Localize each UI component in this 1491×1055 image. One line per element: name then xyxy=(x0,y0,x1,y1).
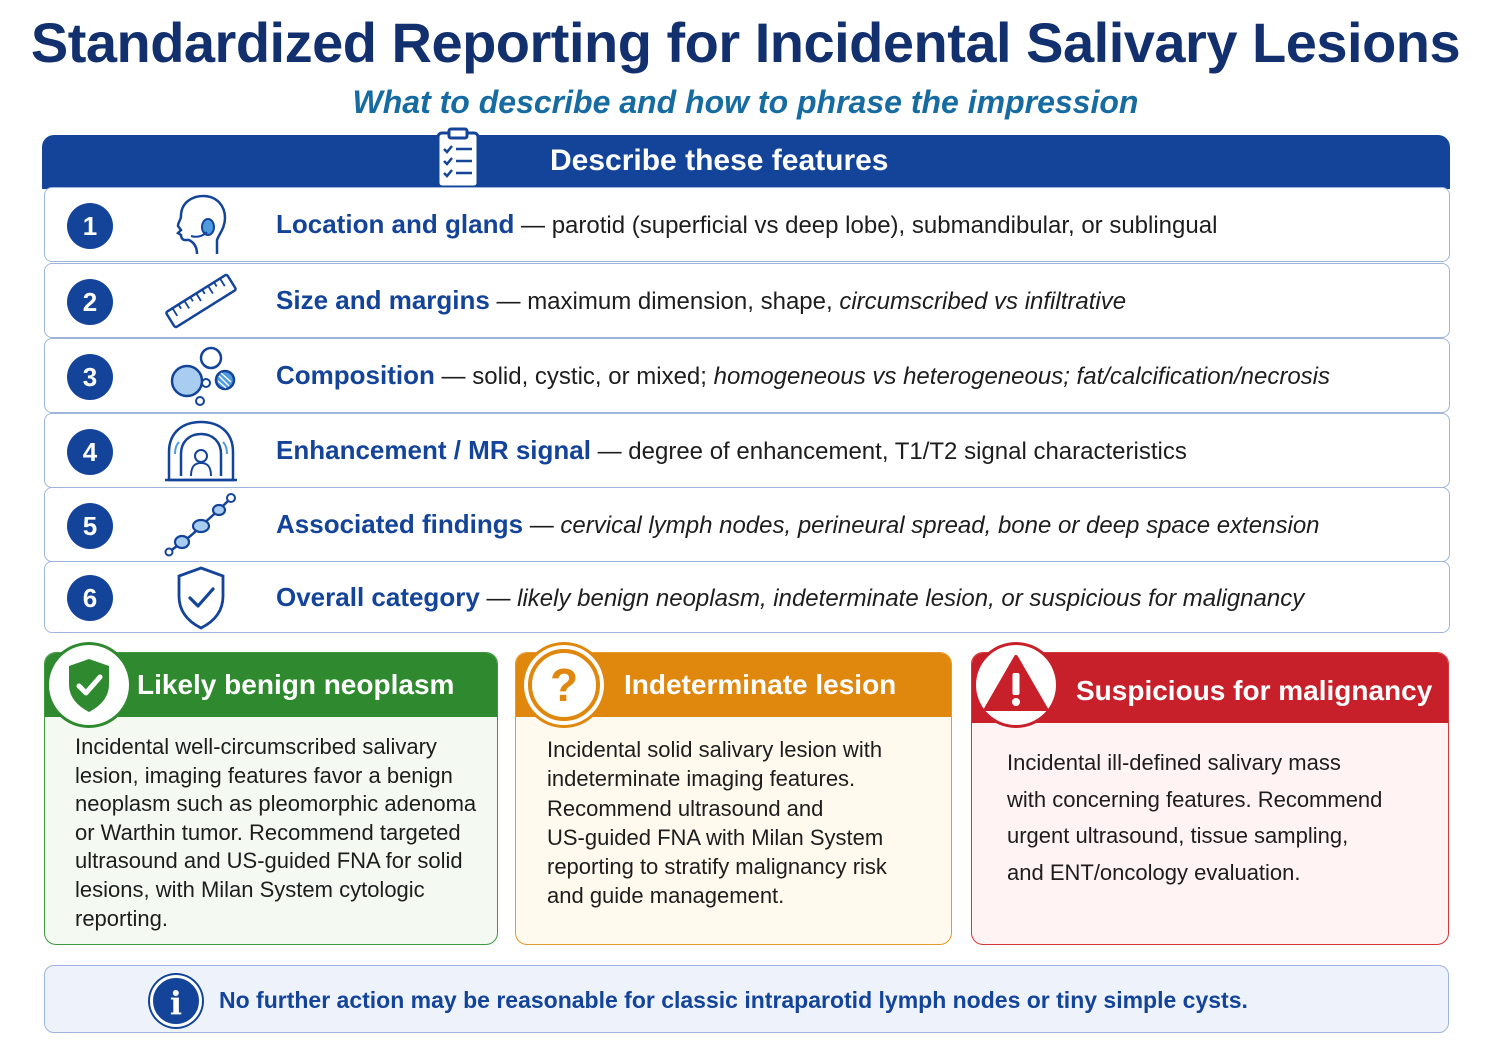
shield-check-icon xyxy=(163,564,239,630)
clipboard-checklist-icon xyxy=(435,127,481,189)
feature-text: Size and margins — maximum dimension, shape, circumscribed vs infiltrative xyxy=(276,285,1127,315)
feature-text: Associated findings — cervical lymph nodes, perineural spread, bone or deep space extension xyxy=(276,509,1320,539)
features-panel xyxy=(42,135,1450,635)
features-header xyxy=(42,135,1450,189)
feature-number: 4 xyxy=(67,429,113,475)
feature-row-enhancement xyxy=(44,413,1450,488)
feature-text: Overall category — likely benign neoplasm, indeterminate lesion, or suspicious for malignancy xyxy=(276,582,1305,612)
warning-triangle-icon xyxy=(976,645,1056,725)
svg-text:?: ? xyxy=(549,659,579,711)
feature-number: 5 xyxy=(67,503,113,549)
feature-row-associated xyxy=(44,487,1450,562)
card-indeterminate xyxy=(515,652,952,945)
note-text: No further action may be reasonable for classic intraparotid lymph nodes or tiny simple cysts. xyxy=(219,987,1248,1013)
ruler-icon xyxy=(163,268,239,334)
feature-text: Location and gland — parotid (superficial vs deep lobe), submandibular, or sublingual xyxy=(276,209,1218,239)
card-likely-benign xyxy=(44,652,498,945)
lymph-node-chain-icon xyxy=(163,492,239,558)
shield-check-icon xyxy=(49,645,129,725)
card-title: Likely benign neoplasm xyxy=(137,669,455,700)
feature-number: 2 xyxy=(67,279,113,325)
features-heading: Describe these features xyxy=(550,144,889,177)
feature-text: Composition — solid, cystic, or mixed; homogeneous vs heterogeneous; fat/calcification/necrosis xyxy=(276,360,1330,390)
feature-row-category xyxy=(44,561,1450,633)
mri-scanner-icon xyxy=(163,418,239,484)
bubbles-composition-icon xyxy=(163,343,239,409)
card-body: Incidental ill-defined salivary mass with concerning features. Recommend urgent ultrasound, tissue sampling, and ENT/oncology evaluation. xyxy=(1007,750,1383,885)
feature-row-size xyxy=(44,263,1450,338)
info-icon: i xyxy=(150,975,202,1027)
head-profile-gland-icon xyxy=(163,192,239,258)
footer-note xyxy=(44,965,1449,1033)
feature-row-location xyxy=(44,187,1450,262)
card-title: Indeterminate lesion xyxy=(624,669,897,700)
card-body: Incidental solid salivary lesion with indeterminate imaging features. Recommend ultrasound and US-guided FNA with Milan System reporting to stratify malignancy risk and guide management. xyxy=(547,737,887,909)
page-title: Standardized Reporting for Incidental Salivary Lesions xyxy=(30,11,1461,74)
card-suspicious xyxy=(971,652,1449,945)
card-body: Incidental well-circumscribed salivary lesion, imaging features favor a benign neoplasm such as pleomorphic adenoma or Warthin tumor. Recommend targeted ultrasound and US-guided FNA for solid lesions, with Milan System cytologic reporting. xyxy=(75,734,477,931)
card-title: Suspicious for malignancy xyxy=(1076,675,1433,706)
page-subtitle: What to describe and how to phrase the impression xyxy=(352,84,1139,120)
feature-number: 1 xyxy=(67,203,113,249)
feature-row-composition xyxy=(44,338,1450,413)
feature-text: Enhancement / MR signal — degree of enhancement, T1/T2 signal characteristics xyxy=(276,435,1187,465)
feature-number: 6 xyxy=(67,575,113,621)
feature-number: 3 xyxy=(67,354,113,400)
question-mark-icon xyxy=(524,645,604,725)
